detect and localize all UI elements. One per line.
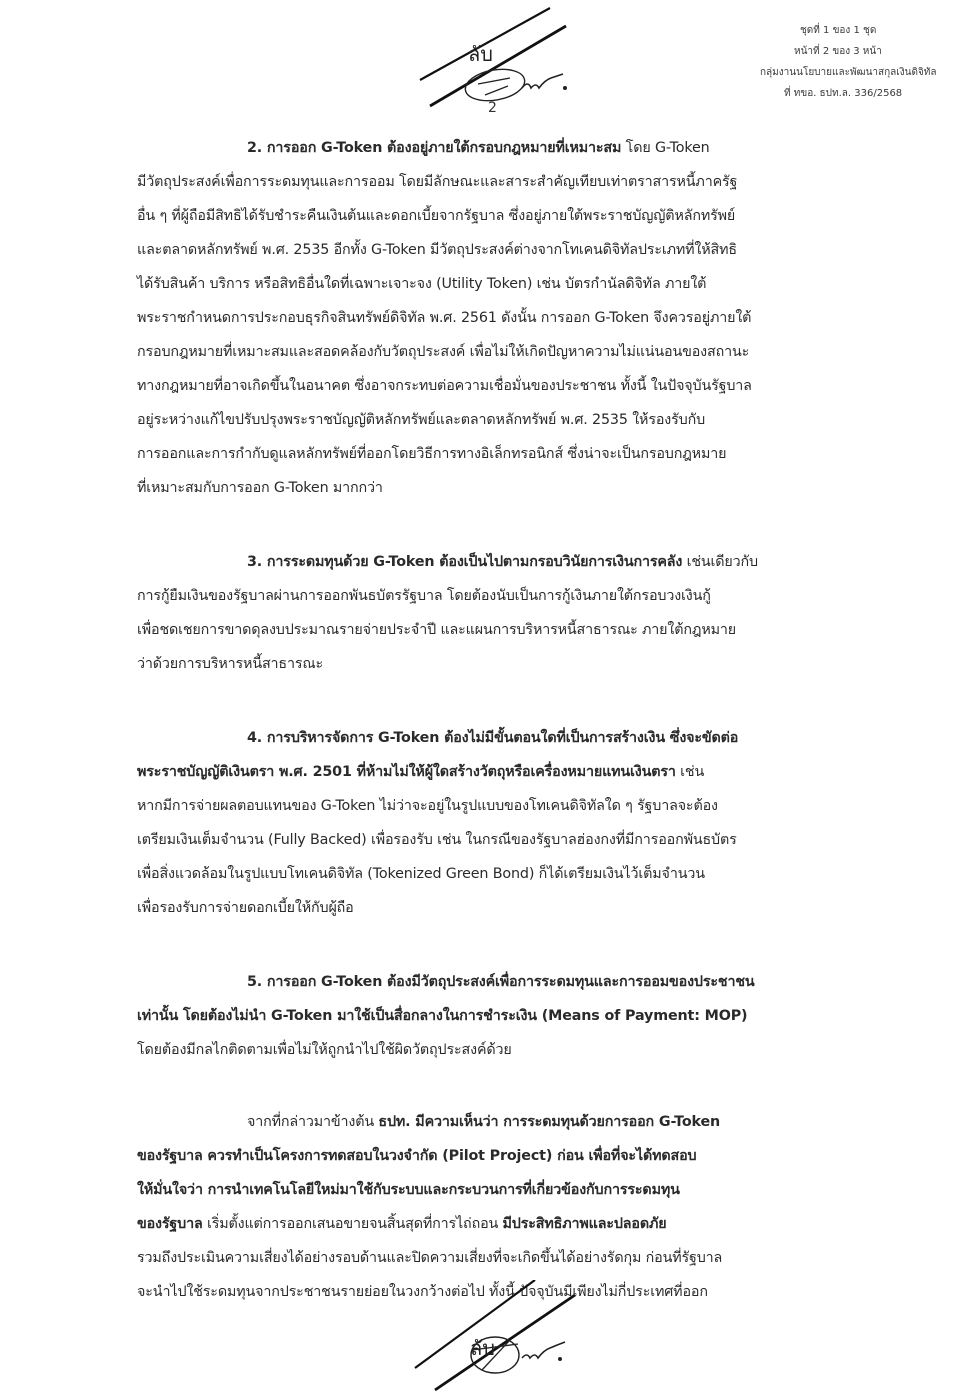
text-line <box>137 999 849 1033</box>
text: รวมถึงประเมินความเสี่ยงได้อย่างรอบด้านและปิดความเสี่ยงที่จะเกิดขึ้นได้อย่างรัดกุม ก่อนที่รัฐบาล <box>137 1250 723 1266</box>
stamp-label: ลับ <box>468 42 493 66</box>
bold-text: 5. การออก G-Token ต้องมีวัตถุประสงค์เพื่อการระดมทุนและการออมของประชาชน <box>247 974 755 990</box>
paragraph-p2 <box>137 131 849 505</box>
document-header-info <box>760 20 960 104</box>
text: เพื่อชดเชยการขาดดุลงบประมาณรายจ่ายประจำปี และแผนการบริหารหนี้สาธารณะ ภายใต้กฎหมาย <box>137 622 736 638</box>
bold-text: 4. การบริหารจัดการ G-Token ต้องไม่มีขั้นตอนใดที่เป็นการสร้างเงิน ซึ่งจะขัดต่อ <box>247 730 739 746</box>
text: เริ่มตั้งแต่การออกเสนอขายจนสิ้นสุดที่การไถ่ถอน <box>202 1216 503 1232</box>
text-line <box>137 1241 849 1275</box>
bold-text: เท่านั้น โดยต้องไม่นำ G-Token มาใช้เป็นสื่อกลางในการชำระเงิน (Means of Payment: MOP) <box>137 1008 748 1024</box>
set-line: ชุดที่ 1 ของ 1 ชุด <box>800 25 877 36</box>
text: มีวัตถุประสงค์เพื่อการระดมทุนและการออม โดยมีลักษณะและสาระสำคัญเทียบเท่าตราสารหนี้ภาครัฐ <box>137 174 738 190</box>
text-line <box>137 199 849 233</box>
stamp-strike-lines-icon <box>410 1280 610 1392</box>
text-line <box>137 579 849 613</box>
text-line <box>137 647 849 681</box>
bold-text: ธปท. มีความเห็นว่า การระดมทุนด้วยการออก G-Token <box>378 1114 721 1130</box>
stamp-strike-lines-icon <box>410 0 590 125</box>
department-line: กลุ่มงานนโยบายและพัฒนาสกุลเงินดิจิทัล <box>760 67 937 78</box>
text: ว่าด้วยการบริหารหนี้สาธารณะ <box>137 656 324 672</box>
text: พระราชกำหนดการประกอบธุรกิจสินทรัพย์ดิจิทัล พ.ศ. 2561 ดังนั้น การออก G-Token จึงควรอยู่ภายใต้ <box>137 310 752 326</box>
text-line <box>137 1207 849 1241</box>
text: เพื่อสิ่งแวดล้อมในรูปแบบโทเคนดิจิทัล (Tokenized Green Bond) ก็ได้เตรียมเงินไว้เต็มจำนวน <box>137 866 705 882</box>
document-body <box>137 131 849 1309</box>
text-line <box>137 613 849 647</box>
bold-text: 2. การออก G-Token ต้องอยู่ภายใต้กรอบกฎหมายที่เหมาะสม <box>247 140 622 156</box>
reference-number: ที่ ทขอ. ธปท.ล. 336/2568 <box>784 88 903 99</box>
text: อยู่ระหว่างแก้ไขปรับปรุงพระราชบัญญัติหลักทรัพย์และตลาดหลักทรัพย์ พ.ศ. 2535 ให้รองรับกับ <box>137 412 705 428</box>
paragraph-p5 <box>137 965 849 1067</box>
bold-text: ให้มั่นใจว่า การนำเทคโนโลยีใหม่มาใช้กับระบบและกระบวนการที่เกี่ยวข้องกับการระดมทุน <box>137 1182 680 1198</box>
paragraph-p4 <box>137 721 849 925</box>
text-line <box>137 369 849 403</box>
text: เช่น <box>675 764 705 780</box>
stamp-label: ลับ <box>470 1336 495 1360</box>
text-line <box>137 131 849 165</box>
text: โดยต้องมีกลไกติดตามเพื่อไม่ให้ถูกนำไปใช้ผิดวัตถุประสงค์ด้วย <box>137 1042 512 1058</box>
confidential-stamp-bottom <box>410 1280 610 1392</box>
bold-text: มีประสิทธิภาพและปลอดภัย <box>502 1216 667 1232</box>
text: โดย G-Token <box>621 140 710 156</box>
text-line <box>137 1105 849 1139</box>
text-line <box>137 471 849 505</box>
text-line <box>137 545 849 579</box>
text: เพื่อรองรับการจ่ายดอกเบี้ยให้กับผู้ถือ <box>137 900 354 916</box>
text: ทางกฎหมายที่อาจเกิดขึ้นในอนาคต ซึ่งอาจกระทบต่อความเชื่อมั่นของประชาชน ทั้งนี้ ในปัจจุบันรัฐบาล <box>137 378 752 394</box>
bold-text: 3. การระดมทุนด้วย G-Token ต้องเป็นไปตามกรอบวินัยการเงินการคลัง <box>247 554 683 570</box>
bold-text: ของรัฐบาล ควรทำเป็นโครงการทดสอบในวงจำกัด (Pilot Project) ก่อน เพื่อที่จะได้ทดสอบ <box>137 1148 697 1164</box>
paragraph-p3 <box>137 545 849 681</box>
confidential-stamp-top <box>410 0 590 125</box>
bold-text: พระราชบัญญัติเงินตรา พ.ศ. 2501 ที่ห้ามไม่ให้ผู้ใดสร้างวัตถุหรือเครื่องหมายแทนเงินตรา <box>137 764 676 780</box>
text-line <box>137 267 849 301</box>
text: เช่นเดียวกับ <box>682 554 758 570</box>
page-number: 2 <box>488 100 497 116</box>
page-line: หน้าที่ 2 ของ 3 หน้า <box>794 46 882 57</box>
text-line <box>137 1033 849 1067</box>
text-line <box>137 891 849 925</box>
text-line <box>137 857 849 891</box>
text: ที่เหมาะสมกับการออก G-Token มากกว่า <box>137 480 383 496</box>
text-line <box>137 301 849 335</box>
text-line <box>137 1139 849 1173</box>
text-line <box>137 965 849 999</box>
text-line <box>137 755 849 789</box>
text: เตรียมเงินเต็มจำนวน (Fully Backed) เพื่อรองรับ เช่น ในกรณีของรัฐบาลฮ่องกงที่มีการออกพันธบัตร <box>137 832 737 848</box>
text-line <box>137 437 849 471</box>
text-line <box>137 335 849 369</box>
text: จากที่กล่าวมาข้างต้น <box>247 1114 379 1130</box>
text-line <box>137 165 849 199</box>
text-line <box>137 233 849 267</box>
text-line <box>137 403 849 437</box>
bold-text: ของรัฐบาล <box>137 1216 203 1232</box>
text-line <box>137 789 849 823</box>
text: ได้รับสินค้า บริการ หรือสิทธิอื่นใดที่เฉพาะเจาะจง (Utility Token) เช่น บัตรกำนัลดิจิทัล ภายใต้ <box>137 276 707 292</box>
paragraph-p6 <box>137 1105 849 1309</box>
text: จะนำไปใช้ระดมทุนจากประชาชนรายย่อยในวงกว้างต่อไป ทั้งนี้ ปัจจุบันมีเพียงไม่กี่ประเทศที่ออก <box>137 1284 708 1300</box>
text: การออกและการกำกับดูแลหลักทรัพย์ที่ออกโดยวิธีการทางอิเล็กทรอนิกส์ ซึ่งน่าจะเป็นกรอบกฎหมาย <box>137 446 727 462</box>
text-line <box>137 721 849 755</box>
text-line <box>137 823 849 857</box>
text-line <box>137 1173 849 1207</box>
text: และตลาดหลักทรัพย์ พ.ศ. 2535 อีกทั้ง G-Token มีวัตถุประสงค์ต่างจากโทเคนดิจิทัลประเภทที่ให้สิทธิ <box>137 242 737 258</box>
text: การกู้ยืมเงินของรัฐบาลผ่านการออกพันธบัตรรัฐบาล โดยต้องนับเป็นการกู้เงินภายใต้กรอบวงเงินกู้ <box>137 588 711 604</box>
text: อื่น ๆ ที่ผู้ถือมีสิทธิได้รับชำระคืนเงินต้นและดอกเบี้ยจากรัฐบาล ซึ่งอยู่ภายใต้พระราชบัญญัติหลักทรัพย์ <box>137 208 736 224</box>
text: หากมีการจ่ายผลตอบแทนของ G-Token ไม่ว่าจะอยู่ในรูปแบบของโทเคนดิจิทัลใด ๆ รัฐบาลจะต้อง <box>137 798 718 814</box>
text: กรอบกฎหมายที่เหมาะสมและสอดคล้องกับวัตถุประสงค์ เพื่อไม่ให้เกิดปัญหาความไม่แน่นอนของสถานะ <box>137 344 750 360</box>
